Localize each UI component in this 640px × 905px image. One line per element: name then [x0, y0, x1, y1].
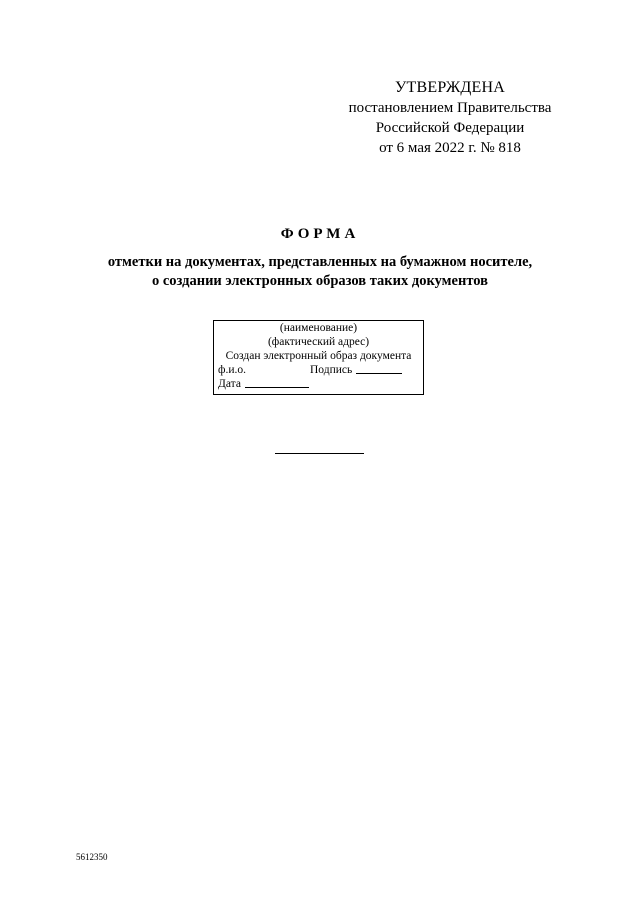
mark-date-label: Дата [218, 378, 241, 390]
document-number: 5612350 [76, 852, 108, 862]
form-subtitle [60, 253, 580, 291]
form-title: ФОРМА [280, 226, 360, 242]
mark-date-row [214, 377, 423, 391]
signature-blank-line [356, 363, 402, 374]
closing-separator-line [275, 453, 364, 454]
approval-title: УТВЕРЖДЕНА [394, 79, 505, 96]
form-subtitle-line-1: отметки на документах, представленных на бумажном носителе, [107, 254, 533, 270]
mark-address-field: (фактический адрес) [267, 336, 370, 348]
mark-fio-signature-row [214, 363, 423, 377]
mark-fio-label: ф.и.о. [218, 364, 246, 376]
approval-line-3: от 6 мая 2022 г. № 818 [379, 140, 521, 156]
approval-block [340, 78, 560, 158]
form-subtitle-line-2: о создании электронных образов таких документов [152, 273, 488, 289]
mark-name-field: (наименование) [279, 322, 358, 334]
mark-stamp-box [213, 320, 424, 395]
approval-line-1: постановлением Правительства [348, 100, 552, 116]
approval-line-2: Российской Федерации [375, 120, 525, 136]
date-blank-line [245, 377, 309, 388]
mark-signature-label: Подпись [310, 364, 353, 376]
mark-created-text: Создан электронный образ документа [225, 350, 412, 362]
